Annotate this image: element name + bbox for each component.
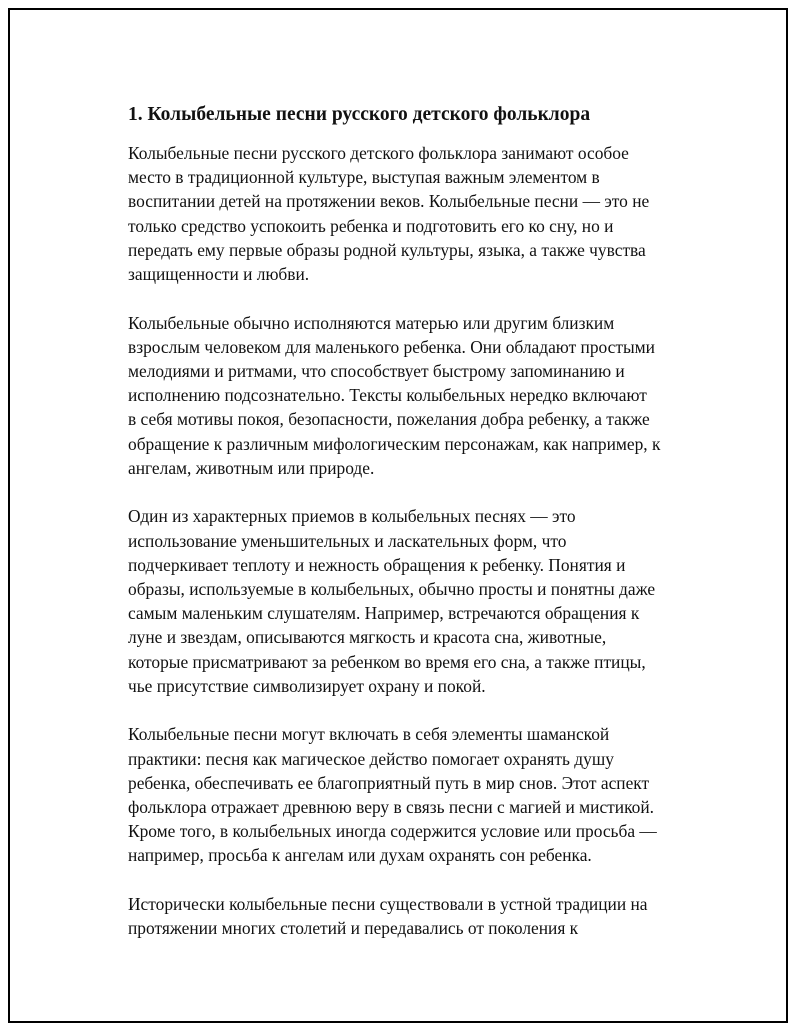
text-line: только средство успокоить ребенка и подготовить его ко сну, но и: [128, 215, 614, 236]
paragraph-3: [128, 504, 708, 698]
paragraph-2: [128, 311, 708, 480]
text-line: фольклора отражает древнюю веру в связь песни с магией и мистикой.: [128, 797, 655, 818]
text-line: Колыбельные обычно исполняются матерью или другим близким: [128, 312, 615, 333]
text-line: самым маленьким слушателям. Например, встречаются обращения к: [128, 603, 640, 624]
text-line: использование уменьшительных и ласкательных форм, что: [128, 530, 567, 551]
text-line: Кроме того, в колыбельных иногда содержится условие или просьба —: [128, 821, 657, 842]
text-line: место в традиционной культуре, выступая важным элементом в: [128, 167, 600, 188]
text-line: ангелам, животным или природе.: [128, 457, 375, 478]
text-line: подчеркивает теплоту и нежность обращения к ребенку. Понятия и: [128, 554, 626, 575]
text-line: которые присматривают за ребенком во время его сна, а также птицы,: [128, 651, 646, 672]
text-line: например, просьба к ангелам или духам охранять сон ребенка.: [128, 845, 592, 866]
paragraph-1: [128, 141, 708, 286]
text-line: протяжении многих столетий и передавались от поколения к: [128, 918, 579, 939]
text-line: передать ему первые образы родной культуры, языка, а также чувства: [128, 239, 646, 260]
paragraph-5: [128, 892, 708, 940]
text-line: мелодиями и ритмами, что способствует быстрому запоминанию и: [128, 361, 625, 382]
text-line: воспитании детей на протяжении веков. Колыбельные песни — это не: [128, 191, 650, 212]
text-line: Колыбельные песни могут включать в себя элементы шаманской: [128, 724, 610, 745]
text-line: Колыбельные песни русского детского фольклора занимают особое: [128, 143, 629, 163]
paragraph-4: [128, 722, 708, 867]
page-frame: [8, 8, 788, 1023]
text-line: Один из характерных приемов в колыбельных песнях — это: [128, 506, 576, 527]
text-line: в себя мотивы покоя, безопасности, пожелания добра ребенку, а также: [128, 409, 650, 430]
text-line: ребенка, обеспечивать ее благоприятный путь в мир снов. Этот аспект: [128, 772, 650, 793]
text-line: Исторически колыбельные песни существовали в устной традиции на: [128, 894, 648, 915]
text-line: обращение к различным мифологическим персонажам, как например, к: [128, 433, 661, 454]
text-line: луне и звездам, описываются мягкость и красота сна, животные,: [128, 627, 607, 648]
document-body: [128, 101, 708, 965]
text-line: исполнению подсознательно. Тексты колыбельных нередко включают: [128, 385, 647, 406]
text-line: образы, используемые в колыбельных, обычно просты и понятны даже: [128, 579, 656, 600]
section-heading: 1. Колыбельные песни русского детского фольклора: [128, 104, 591, 125]
text-line: практики: песня как магическое действо помогает охранять душу: [128, 748, 614, 769]
text-line: взрослым человеком для маленького ребенка. Они обладают простыми: [128, 336, 655, 357]
text-line: чье присутствие символизирует охрану и покой.: [128, 675, 486, 696]
text-line: защищенности и любви.: [128, 264, 310, 285]
